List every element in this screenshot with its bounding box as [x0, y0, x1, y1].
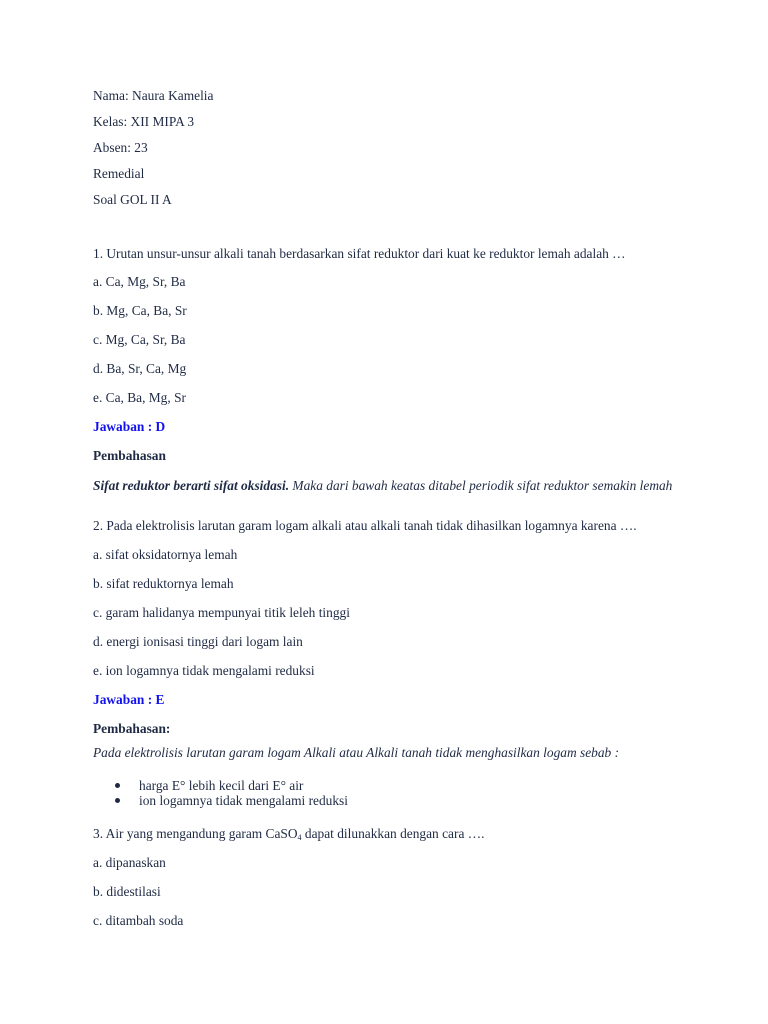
q1-option-b: b. Mg, Ca, Ba, Sr	[93, 303, 187, 318]
student-name: Nama: Naura Kamelia	[93, 88, 214, 103]
q2-discussion-label: Pembahasan:	[93, 721, 171, 736]
bullet-icon	[115, 798, 120, 803]
q1-discussion	[93, 478, 673, 493]
q1-option-e: e. Ca, Ba, Mg, Sr	[93, 390, 186, 405]
q3-option-b: b. didestilasi	[93, 884, 161, 899]
q1-discussion-bold: Sifat reduktor berarti sifat oksidasi.	[93, 478, 290, 493]
q1-answer: Jawaban : D	[93, 419, 166, 434]
q3-option-c: c. ditambah soda	[93, 913, 184, 928]
q2-option-a: a. sifat oksidatornya lemah	[93, 547, 238, 562]
q2-answer: Jawaban : E	[93, 692, 165, 707]
q2-option-d: d. energi ionisasi tinggi dari logam lain	[93, 634, 303, 649]
q1-option-c: c. Mg, Ca, Sr, Ba	[93, 332, 186, 347]
q2-discussion: Pada elektrolisis larutan garam logam Alkali atau Alkali tanah tidak menghasilkan logam sebab :	[93, 745, 620, 760]
remedial-label: Remedial	[93, 166, 145, 181]
bullet-icon	[115, 783, 120, 788]
q3-option-a: a. dipanaskan	[93, 855, 166, 870]
q2-option-b: b. sifat reduktornya lemah	[93, 576, 234, 591]
question-2: 2. Pada elektrolisis larutan garam logam alkali atau alkali tanah tidak dihasilkan logamnya karena ….	[93, 518, 637, 533]
question-3: 3. Air yang mengandung garam CaSO$_4$ dapat dilunakkan dengan cara ….	[93, 826, 485, 842]
q1-option-a: a. Ca, Mg, Sr, Ba	[93, 274, 186, 289]
q2-option-e: e. ion logamnya tidak mengalami reduksi	[93, 663, 315, 678]
list-item: harga E° lebih kecil dari E° air	[115, 778, 348, 793]
question-1: 1. Urutan unsur-unsur alkali tanah berdasarkan sifat reduktor dari kuat ke reduktor lemah adalah …	[93, 246, 626, 261]
soal-title: Soal GOL II A	[93, 192, 172, 207]
q1-option-d: d. Ba, Sr, Ca, Mg	[93, 361, 187, 376]
list-item: ion logamnya tidak mengalami reduksi	[115, 793, 348, 808]
student-class: Kelas: XII MIPA 3	[93, 114, 195, 129]
q1-discussion-label: Pembahasan	[93, 448, 166, 463]
q1-discussion-rest: Maka dari bawah keatas ditabel periodik sifat reduktor semakin lemah	[289, 478, 673, 493]
q2-option-c: c. garam halidanya mempunyai titik leleh tinggi	[93, 605, 350, 620]
student-absen: Absen: 23	[93, 140, 148, 155]
q2-bullet-list	[115, 778, 348, 808]
